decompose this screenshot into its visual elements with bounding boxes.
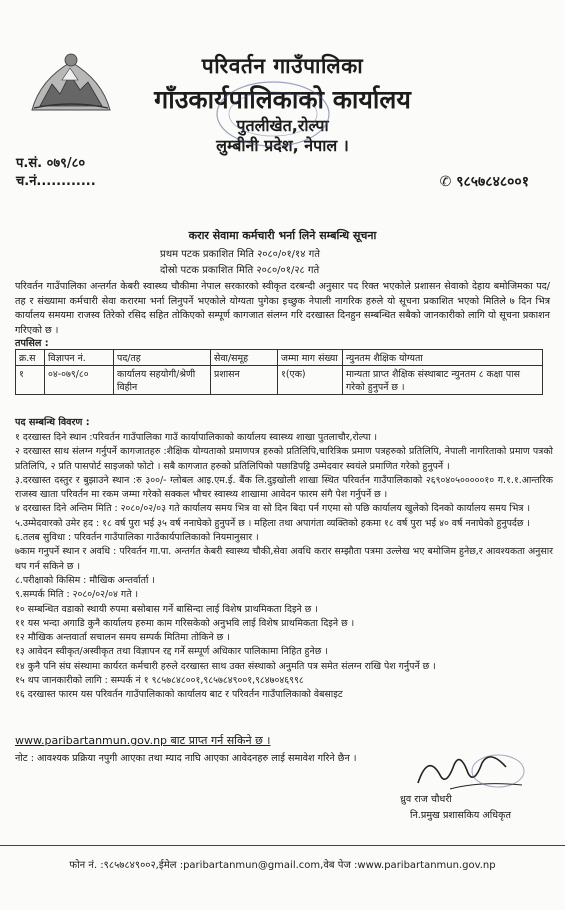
note-text: नोट : आवश्यक प्रक्रिया नपुगी आएका तथा म्याद नाघि आएका आवेदनहरु लाई समावेश गरिने छैन । [15, 753, 357, 764]
office-stamp [213, 78, 333, 150]
col-ad-number: विज्ञापन नं. [45, 350, 114, 366]
post-details-label: पद सम्बन्धि विवरण : [15, 417, 90, 428]
col-serial: क्र.स [16, 350, 45, 366]
list-item: १२ मौखिक अन्तवार्ता सचालन समय सम्पर्क मितिमा तोकिने छ । [15, 632, 230, 644]
list-item: १५ थप जानकारीको लागि : सम्पर्क नं १ ९८५७८४८००१,९८५७८४९००१,९८४७०४६९९८ [15, 675, 304, 687]
list-item: १६ दरखास्त फारम यस परिवर्तन गाउँपालिकाको कार्यालय बाट र परिवर्तन गाउँपालिकाको वेबसाइट [15, 689, 343, 701]
reference-number: प.सं. ०७९/८० [16, 156, 86, 171]
col-post-level: पद/तह [114, 350, 211, 366]
list-item: १ दरखास्त दिने स्थान :परिवर्तन गाउँपालिका गाउँ कार्यापालिकाको कार्यालय स्वास्थ्य शाखा पुतलाचौर,रोल्पा । [15, 432, 378, 443]
website-link[interactable]: www.paribartanmun.gov.np बाट प्राप्त गर्न सकिने छ । [15, 734, 271, 747]
notice-intro: परिवर्तन गाउँपालिका अन्तर्गत केबरी स्वास्थ्य चौकीमा नेपाल सरकारको स्वीकृत दरबन्दी अनुसार पद रिक्त भएकोले प्रशासन सेवाको देहाय बमोजिमका पद/तह र संख्यामा कर्मचारी सेवा करारमा भर्ना लिनुपर्ने भएकोले योग्यता पुगेका इच्छुक नेपाली नागरिक हरुले यो सूचना प्रकाशित भएको मितिले ७ दिन भित्र कार्यालय समयमा राजस्व तिरेको रसिद सहित तोकिएको सम्पूर्ण कागजात संलग्न गरि दरखास्त दिनहुन सम्बन्धित सबैको जानकारीको लागि यो सूचना प्रकाशन गरिएको छ । [15, 281, 550, 336]
office-address: पुतलीखेत,रोल्पा [236, 116, 329, 135]
list-item: ४ दरखास्त दिने अन्तिम मिति : २०८०/०२/०३ गते कार्यालय समय भित्र वा सो दिन बिदा पर्न गएमा सो पछि कार्यालय खुलेको दिनको कार्यालय समय भित्र । [15, 503, 530, 515]
cell-total-demand: १(एक) [278, 366, 343, 395]
list-item: ६.तलब सुविधा : परिवर्तन गाउँपालिका गाउँकार्यपालिकाको नियमानुसार । [15, 532, 259, 544]
list-item: २ दरखास्त साथ संलग्न गर्नुपर्ने कागजातहरु :शैक्षिक योग्यताको प्रमाणपत्र हरुको प्रतिलिपि,चारित्रिक प्रमाण पत्रहरुको प्रतिलिपि, नेपाली नागरिताको प्रमाण पत्रको प्रतिलिपि, २ प्रति पासपोर्ट साइजको फोटो । सबै कागजात हरुको प्रतिलिपिको पछाडिपट्टि उम्मेदवार स्वयंले प्रमाणित गरेको हुनुपर्ने । [15, 446, 553, 472]
table-header-row [16, 350, 543, 366]
list-item: १३ आवेदन स्वीकृत/अस्वीकृत तथा विज्ञापन रद्द गर्ने सम्पूर्ण अधिकार पालिकामा निहित हुनेछ । [15, 646, 328, 658]
phone-value: ९८५७८४८००१ [456, 174, 529, 190]
col-min-qualification: न्युनतम शैक्षिक योग्यता [343, 350, 543, 366]
cell-serial: १ [16, 366, 45, 395]
first-publication-date: प्रथम पटक प्रकाशित मिति २०८०/०१/१४ गते [160, 249, 320, 260]
post-details-list [15, 431, 553, 703]
phone-number [440, 172, 529, 191]
phone-icon: ✆ [439, 174, 452, 190]
col-service-group: सेवा/समूह [211, 350, 278, 366]
signatory-name: ध्रुव राज चौधरी [400, 794, 452, 805]
table-row [16, 366, 543, 395]
office-name: गाँउकार्यपालिकाको कार्यालय [154, 85, 411, 114]
footer-contact: फोन नं. :९८५७८४९००२,ईमेल :paribartanmun@gmail.com,वेब पेज :www.paribartanmun.gov.np [69, 860, 496, 871]
details-label: तपसिल : [15, 338, 49, 349]
list-item: १० सम्बन्धित वडाको स्थायी रुपमा बसोबास गर्ने बासिन्दा लाई विशेष प्राथमिकता दिइने छ । [15, 603, 318, 615]
signature-image [410, 745, 530, 795]
second-publication-date: दोस्रो पटक प्रकाशित मिति २०८०/०१/२८ गते [160, 265, 320, 276]
cell-min-qualification: मान्यता प्राप्त शैक्षिक संस्थाबाट न्युनतम ८ कक्षा पास गरेको हुनुपर्ने छ । [343, 366, 543, 395]
vacancy-table [15, 349, 543, 395]
list-item: ५.उम्मेदवारको उमेर हद : १८ वर्ष पुरा भई ३५ वर्ष ननाघेको हुनुपर्ने छ । महिला तथा अपागंता व्यक्तिको हकमा १८ वर्ष पुरा भई ४० वर्ष ननाघेको हुनुपर्दछ । [15, 517, 530, 529]
cell-post-level: कार्यालय सहयोगी/श्रेणी विहीन [114, 366, 211, 395]
dispatch-number: च.नं............ [16, 174, 96, 189]
cell-ad-number: ०४-०७९/८० [45, 366, 114, 395]
signatory-title: नि.प्रमुख प्रशासकिय अधिकृत [410, 810, 511, 821]
municipality-name: परिवर्तन गाउँपालिका [201, 54, 364, 78]
col-total-demand: जम्मा माग संख्या [278, 350, 343, 366]
list-item: ११ यस भन्दा अगाडि कुनै कार्यालय हरुमा काम गरिसकेको अनुभवि लाई विशेष प्राथमिकता दिइने छ । [15, 617, 355, 629]
notice-title: करार सेवामा कर्मचारी भर्ना लिने सम्बन्धि सूचना [188, 229, 377, 242]
list-item: ३.दरखास्त दस्तुर र बुझाउने स्थान :रु ३००/- ग्लोबल आइ.एम.ई. बैंक लि.दुइखोली शाखा स्थित परिवर्तन गाउँपालिकाको २६९०४०५०००००१० ग.१.१.आन्तरिक राजस्व खाता परिवर्तन मा रकम जम्मा गरेको सक्कल भौचर स्वास्थ्य शाखामा आवेदन फारम संगै पेश गर्नुपर्ने छ । [15, 474, 553, 501]
list-item: ७काम गनुपर्ने स्थान र अवधि : परिवर्तन गा.पा. अन्तर्गत केबरी स्वास्थ्य चौकी,सेवा अवधि करार सम्झौता पत्रमा उल्लेख भए बमोजिम हुनेछ,र आवश्यकता अनुसार थप गर्न सकिने छ । [15, 546, 553, 572]
cell-service-group: प्रशासन [211, 366, 278, 395]
province-address: लुम्बीनी प्रदेश, नेपाल । [216, 136, 349, 155]
list-item: ९.सम्पर्क मिति : २०८०/०२/०४ गते । [15, 589, 139, 601]
list-item: ८.परीक्षाको किसिम : मौखिक अन्तर्वार्ता । [15, 574, 155, 586]
list-item: १४ कुनै पनि संघ संस्थामा कार्यरत कर्मचारी हरुले दरखास्त साथ उक्त संस्थाको अनुमति पत्र समेत संलग्न राखि पेश गर्नुपर्ने छ । [15, 660, 436, 672]
footer-divider [0, 845, 565, 846]
